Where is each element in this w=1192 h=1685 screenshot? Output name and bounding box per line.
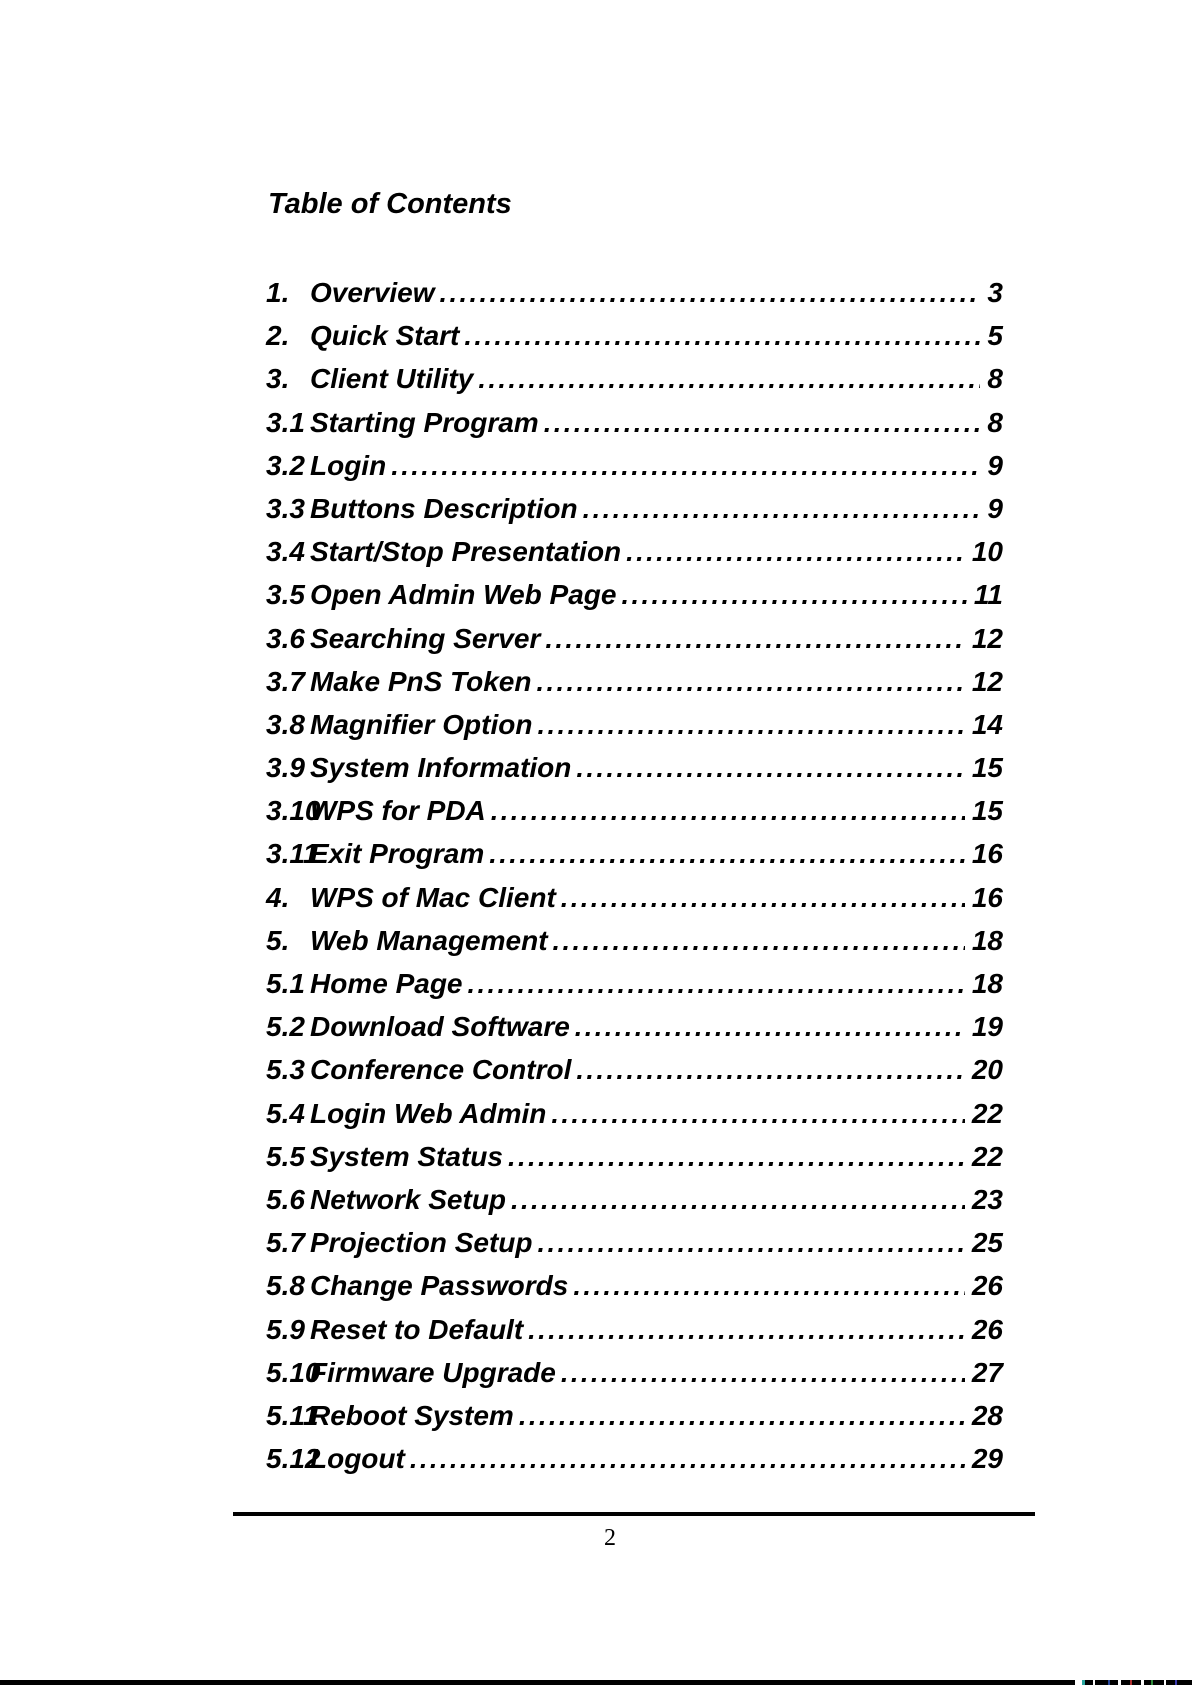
toc-entry-label: Reset to Default — [310, 1313, 524, 1345]
toc-entry-page: 29 — [971, 1443, 1003, 1475]
toc-dot-leader — [489, 832, 965, 876]
toc-entry-label: Make PnS Token — [310, 665, 532, 697]
toc-entry-label: WPS of Mac Client — [310, 881, 556, 913]
toc-entry-label: Logout — [310, 1443, 405, 1475]
scan-noise-segment — [1085, 1680, 1093, 1685]
toc-entry-label: Quick Start — [310, 320, 460, 352]
toc-entry-label: Client Utility — [310, 363, 474, 395]
toc-entry-label: System Status — [310, 1140, 503, 1172]
toc-dot-leader — [626, 530, 965, 574]
toc-entry — [266, 1351, 1003, 1394]
toc-entry-page: 9 — [987, 449, 1003, 481]
scan-noise-segment — [1166, 1680, 1175, 1685]
toc-dot-leader — [537, 703, 964, 747]
toc-entry-label: Start/Stop Presentation — [310, 536, 622, 568]
toc-dot-leader — [464, 314, 980, 358]
toc-dot-leader — [491, 789, 965, 833]
scan-edge-artifact — [0, 1680, 1192, 1685]
toc-entry — [266, 1437, 1003, 1480]
toc-entry-page: 5 — [987, 320, 1003, 352]
scan-noise-segment — [1144, 1680, 1151, 1685]
scan-noise-segment — [1121, 1680, 1130, 1685]
toc-entry-label: Firmware Upgrade — [310, 1356, 556, 1388]
toc-entry-page: 23 — [971, 1183, 1003, 1215]
toc-entry-number: 5.7 — [266, 1227, 305, 1259]
page-title: Table of Contents — [268, 188, 512, 220]
toc-entry-label: Login — [310, 449, 387, 481]
toc-entry-number: 2. — [266, 320, 290, 352]
toc-entry-number: 3. — [266, 363, 290, 395]
toc-entry — [266, 573, 1003, 616]
toc-entry-number: 3.6 — [266, 622, 305, 654]
toc-entry-label: Buttons Description — [310, 492, 578, 524]
toc-entry — [266, 314, 1003, 357]
toc-entry — [266, 357, 1003, 400]
toc-dot-leader — [478, 357, 980, 401]
toc-entry-label: Conference Control — [310, 1054, 572, 1086]
toc-dot-leader — [573, 1264, 965, 1308]
toc-entry-page: 27 — [971, 1356, 1003, 1388]
toc-dot-leader — [440, 271, 981, 315]
toc-entry-page: 16 — [971, 881, 1003, 913]
toc-entry-label: Home Page — [310, 968, 463, 999]
toc-list — [266, 271, 1003, 1480]
scan-noise-segment — [0, 1680, 1075, 1685]
toc-entry-label: Overview — [310, 277, 435, 308]
toc-entry-label: Searching Server — [310, 622, 541, 654]
toc-dot-leader — [545, 617, 965, 661]
toc-entry-number: 3.10 — [266, 795, 321, 827]
toc-entry-label: Projection Setup — [310, 1227, 533, 1259]
toc-entry — [266, 832, 1003, 875]
toc-entry-number: 5.5 — [266, 1140, 305, 1172]
toc-entry-page: 18 — [971, 924, 1003, 956]
footer-page-number: 2 — [604, 1525, 616, 1551]
toc-dot-leader — [537, 1221, 964, 1265]
toc-entry-number: 3.2 — [266, 449, 305, 481]
toc-entry — [266, 1264, 1003, 1307]
toc-entry — [266, 962, 1003, 1005]
toc-entry-page: 15 — [971, 795, 1003, 827]
toc-dot-leader — [553, 919, 965, 963]
toc-entry-number: 3.3 — [266, 492, 305, 524]
scan-noise-segment — [1110, 1680, 1118, 1685]
toc-dot-leader — [536, 660, 964, 704]
toc-dot-leader — [551, 1092, 964, 1136]
toc-entry-page: 15 — [971, 752, 1003, 784]
toc-entry-number: 4. — [266, 881, 290, 913]
scan-noise-segment — [1095, 1680, 1108, 1685]
toc-entry-label: System Information — [310, 752, 572, 784]
toc-entry-number: 5.3 — [266, 1054, 305, 1086]
toc-entry-number: 3.11 — [266, 838, 319, 870]
toc-entry-number: 5.6 — [266, 1183, 305, 1215]
toc-entry-label: WPS for PDA — [310, 795, 486, 827]
toc-entry-label: Reboot System — [310, 1399, 514, 1431]
toc-entry-number: 3.4 — [266, 536, 305, 568]
toc-entry — [266, 919, 1003, 962]
toc-entry-label: Exit Program — [310, 838, 485, 870]
toc-dot-leader — [410, 1437, 965, 1481]
toc-entry — [266, 1135, 1003, 1178]
toc-entry — [266, 1048, 1003, 1091]
toc-entry — [266, 271, 1003, 314]
toc-entry-label: Web Management — [310, 924, 548, 956]
toc-entry-label: Login Web Admin — [310, 1097, 547, 1129]
toc-entry — [266, 660, 1003, 703]
toc-entry-page: 9 — [987, 492, 1003, 524]
toc-entry-page: 12 — [971, 665, 1003, 697]
scan-noise-segment — [1177, 1680, 1192, 1685]
toc-entry-page: 12 — [971, 622, 1003, 654]
toc-entry — [266, 703, 1003, 746]
toc-entry-number: 3.8 — [266, 708, 305, 740]
toc-entry-number: 5.10 — [266, 1356, 321, 1388]
toc-entry-page: 18 — [971, 968, 1003, 999]
toc-entry-label: Starting Program — [310, 406, 539, 438]
toc-dot-leader — [576, 1048, 964, 1092]
toc-entry — [266, 1308, 1003, 1351]
toc-entry-label: Download Software — [310, 1011, 570, 1043]
toc-entry-page: 10 — [971, 536, 1003, 568]
scan-noise-segment — [1132, 1680, 1141, 1685]
toc-dot-leader — [561, 876, 965, 920]
toc-entry-label: Network Setup — [310, 1183, 507, 1215]
toc-entry-number: 3.5 — [266, 579, 305, 611]
toc-entry-number: 5.1 — [266, 968, 305, 999]
toc-entry-page: 14 — [971, 708, 1003, 740]
toc-dot-leader — [544, 401, 981, 445]
toc-entry-number: 3.7 — [266, 665, 305, 697]
toc-entry-number: 3.9 — [266, 752, 305, 784]
toc-entry — [266, 487, 1003, 530]
toc-entry-page: 16 — [971, 838, 1003, 870]
toc-entry-number: 5.8 — [266, 1270, 305, 1302]
toc-entry-number: 5.12 — [266, 1443, 321, 1475]
toc-dot-leader — [391, 444, 980, 488]
toc-dot-leader — [468, 962, 965, 1006]
toc-dot-leader — [511, 1178, 965, 1222]
toc-dot-leader — [519, 1394, 965, 1438]
toc-entry — [266, 1221, 1003, 1264]
toc-dot-leader — [528, 1308, 965, 1352]
toc-entry-page: 25 — [971, 1227, 1003, 1259]
toc-entry-number: 5.11 — [266, 1399, 319, 1431]
toc-entry-page: 20 — [971, 1054, 1003, 1086]
toc-entry-label: Open Admin Web Page — [310, 579, 617, 611]
toc-entry-number: 3.1 — [266, 406, 305, 438]
toc-entry — [266, 746, 1003, 789]
toc-entry-page: 22 — [971, 1140, 1003, 1172]
toc-dot-leader — [621, 573, 966, 617]
toc-entry-page: 19 — [971, 1011, 1003, 1043]
toc-entry-number: 5. — [266, 924, 290, 956]
toc-entry-page: 26 — [971, 1313, 1003, 1345]
toc-dot-leader — [583, 487, 981, 531]
toc-entry-page: 8 — [987, 363, 1003, 395]
toc-entry — [266, 401, 1003, 444]
toc-entry — [266, 1178, 1003, 1221]
toc-entry-page: 28 — [971, 1399, 1003, 1431]
toc-entry-page: 26 — [971, 1270, 1003, 1302]
toc-entry — [266, 1092, 1003, 1135]
toc-entry — [266, 444, 1003, 487]
toc-entry — [266, 789, 1003, 832]
toc-entry-page: 8 — [987, 406, 1003, 438]
toc-entry — [266, 617, 1003, 660]
toc-entry-page: 22 — [971, 1097, 1003, 1129]
toc-entry — [266, 876, 1003, 919]
toc-entry — [266, 530, 1003, 573]
toc-entry-number: 5.2 — [266, 1011, 305, 1043]
toc-dot-leader — [561, 1351, 965, 1395]
toc-dot-leader — [576, 746, 964, 790]
toc-entry-number: 1. — [266, 277, 290, 308]
toc-dot-leader — [575, 1005, 965, 1049]
toc-entry-page: 3 — [987, 277, 1003, 308]
toc-entry-label: Magnifier Option — [310, 708, 533, 740]
toc-entry — [266, 1394, 1003, 1437]
toc-entry — [266, 1005, 1003, 1048]
toc-entry-label: Change Passwords — [310, 1270, 569, 1302]
scan-noise-segment — [1153, 1680, 1164, 1685]
toc-entry-number: 5.4 — [266, 1097, 305, 1129]
footer-divider — [233, 1512, 1035, 1516]
toc-dot-leader — [508, 1135, 965, 1179]
scan-noise-segment — [1075, 1680, 1082, 1685]
toc-entry-number: 5.9 — [266, 1313, 305, 1345]
toc-entry-page: 11 — [973, 579, 1003, 611]
